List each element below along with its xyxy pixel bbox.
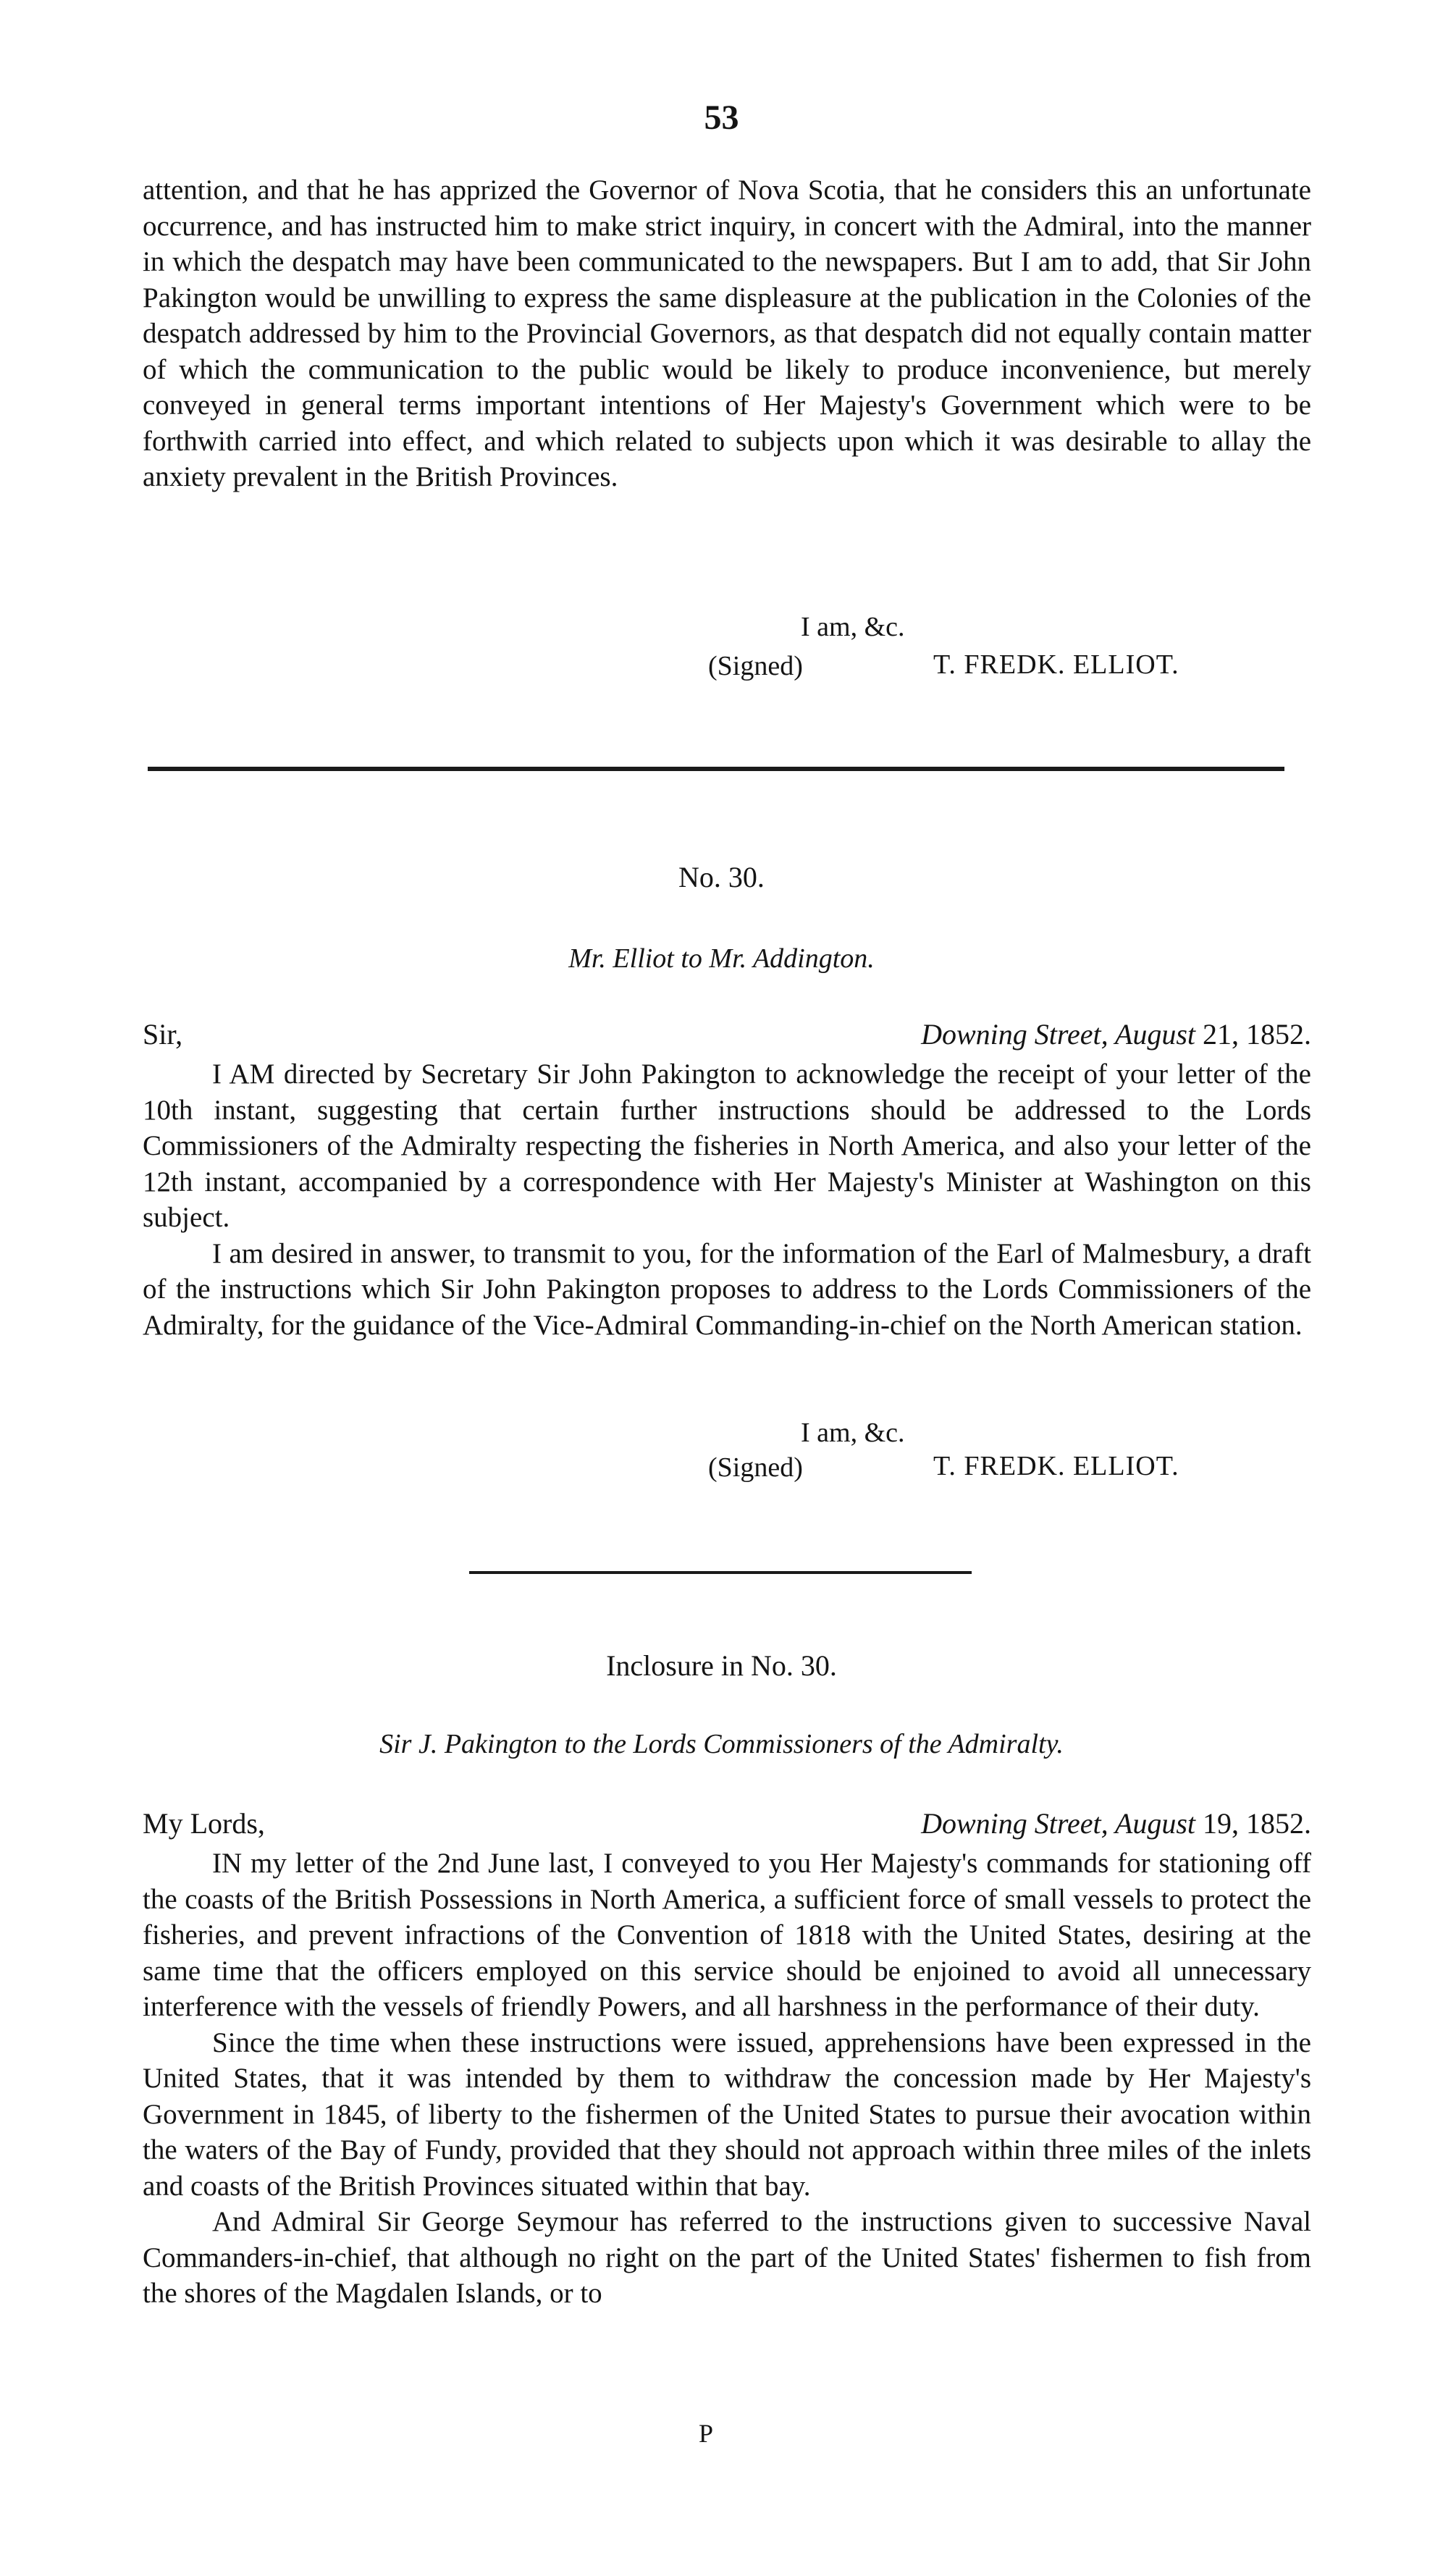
letter-body-3 — [143, 1845, 1311, 2312]
section-divider-thin — [469, 1571, 972, 1574]
page-number: 53 — [704, 98, 739, 137]
letter-paragraph: I am desired in answer, to transmit to you, for the information of the Earl of Malmesbury, a draft of the instructions which Sir John Pakington proposes to address to the Lords Commissioners of the Admiralty, for the guidance of the Vice-Admiral Commanding-in-chief on the North American station. — [143, 1237, 1311, 1341]
continuation-paragraph: attention, and that he has apprized the Governor of Nova Scotia, that he considers this an unfortunate occurrence, and has instructed him to make strict inquiry, in concert with the Admiral, into the manner in which the despatch may have been communicated to the newspapers. But I am to add, that Sir John Pakington would be unwilling to express the same displeasure at the publication in the Colonies of the despatch addressed by him to the Provincial Governors, as that despatch did not equally contain matter of which the communication to the public would be likely to produce inconvenience, but merely conveyed in general terms important intentions of Her Majesty's Government which were to be forthwith carried into effect, and which related to subjects upon which it was desirable to allay the anxiety prevalent in the British Provinces. — [143, 174, 1311, 492]
signed-label-1: (Signed) — [708, 651, 803, 681]
letter-paragraph: I AM directed by Secretary Sir John Pakington to acknowledge the receipt of your letter of the 10th instant, suggesting that certain further instructions should be addressed to the Lords Commissioners of the Admiralty respecting the fisheries in North America, and also your letter of the 12th instant, accompanied by a correspondence with Her Majesty's Minister at Washington on this subject. — [143, 1058, 1311, 1233]
signer-2: T. FREDK. ELLIOT. — [933, 1451, 1179, 1481]
location-date-3 — [921, 1806, 1311, 1842]
location-date-rest-3: 19, 1852. — [1195, 1807, 1311, 1840]
signer-1: T. FREDK. ELLIOT. — [933, 649, 1179, 680]
letter-title-elliot: Mr. Elliot to Mr. Addington. — [568, 943, 875, 974]
location-date-rest-2: 21, 1852. — [1195, 1018, 1311, 1051]
closing-2: I am, &c. — [801, 1418, 905, 1448]
section-divider-thick — [148, 767, 1284, 771]
location-date-italic-3: Downing Street, August — [921, 1807, 1195, 1840]
letter-paragraph: IN my letter of the 2nd June last, I conveyed to you Her Majesty's commands for stationing off the coasts of the British Possessions in North America, a sufficient force of small vessels to protect the fisheries, and prevent infractions of the Convention of 1818 with the United States, desiring at the same time that the officers employed on this service should be enjoined to avoid all unnecessary interference with the vessels of friendly Powers, and all harshness in the performance of their duty. — [143, 1848, 1311, 2022]
location-date-2 — [921, 1016, 1311, 1053]
section-number-30: No. 30. — [678, 861, 765, 893]
salutation-sir: Sir, — [143, 1018, 183, 1051]
inclosure-heading: Inclosure in No. 30. — [606, 1649, 837, 1682]
signature-mark: P — [699, 2419, 714, 2448]
closing-1: I am, &c. — [801, 612, 905, 642]
letter-paragraph: And Admiral Sir George Seymour has referred to the instructions given to successive Naval Commanders-in-chief, that although no right on the part of the United States' fishermen to fish from the shores of the Magdalen Islands, or to — [143, 2206, 1311, 2309]
location-date-italic-2: Downing Street, August — [921, 1018, 1195, 1051]
letter-paragraph: Since the time when these instructions were issued, apprehensions have been expressed in the United States, that it was intended by them to withdraw the concession made by Her Majesty's Government in 1845, of liberty to the fishermen of the United States to pursue their avocation within the waters of the Bay of Fundy, provided that they should not approach within three miles of the inlets and coasts of the British Provinces situated within that bay. — [143, 2026, 1311, 2202]
letter-body-2 — [143, 1056, 1311, 1343]
signed-label-2: (Signed) — [708, 1452, 803, 1483]
salutation-my-lords: My Lords, — [143, 1807, 265, 1840]
letter-title-pakington: Sir J. Pakington to the Lords Commissioners of the Admiralty. — [379, 1729, 1064, 1759]
section-continuation — [143, 172, 1311, 495]
